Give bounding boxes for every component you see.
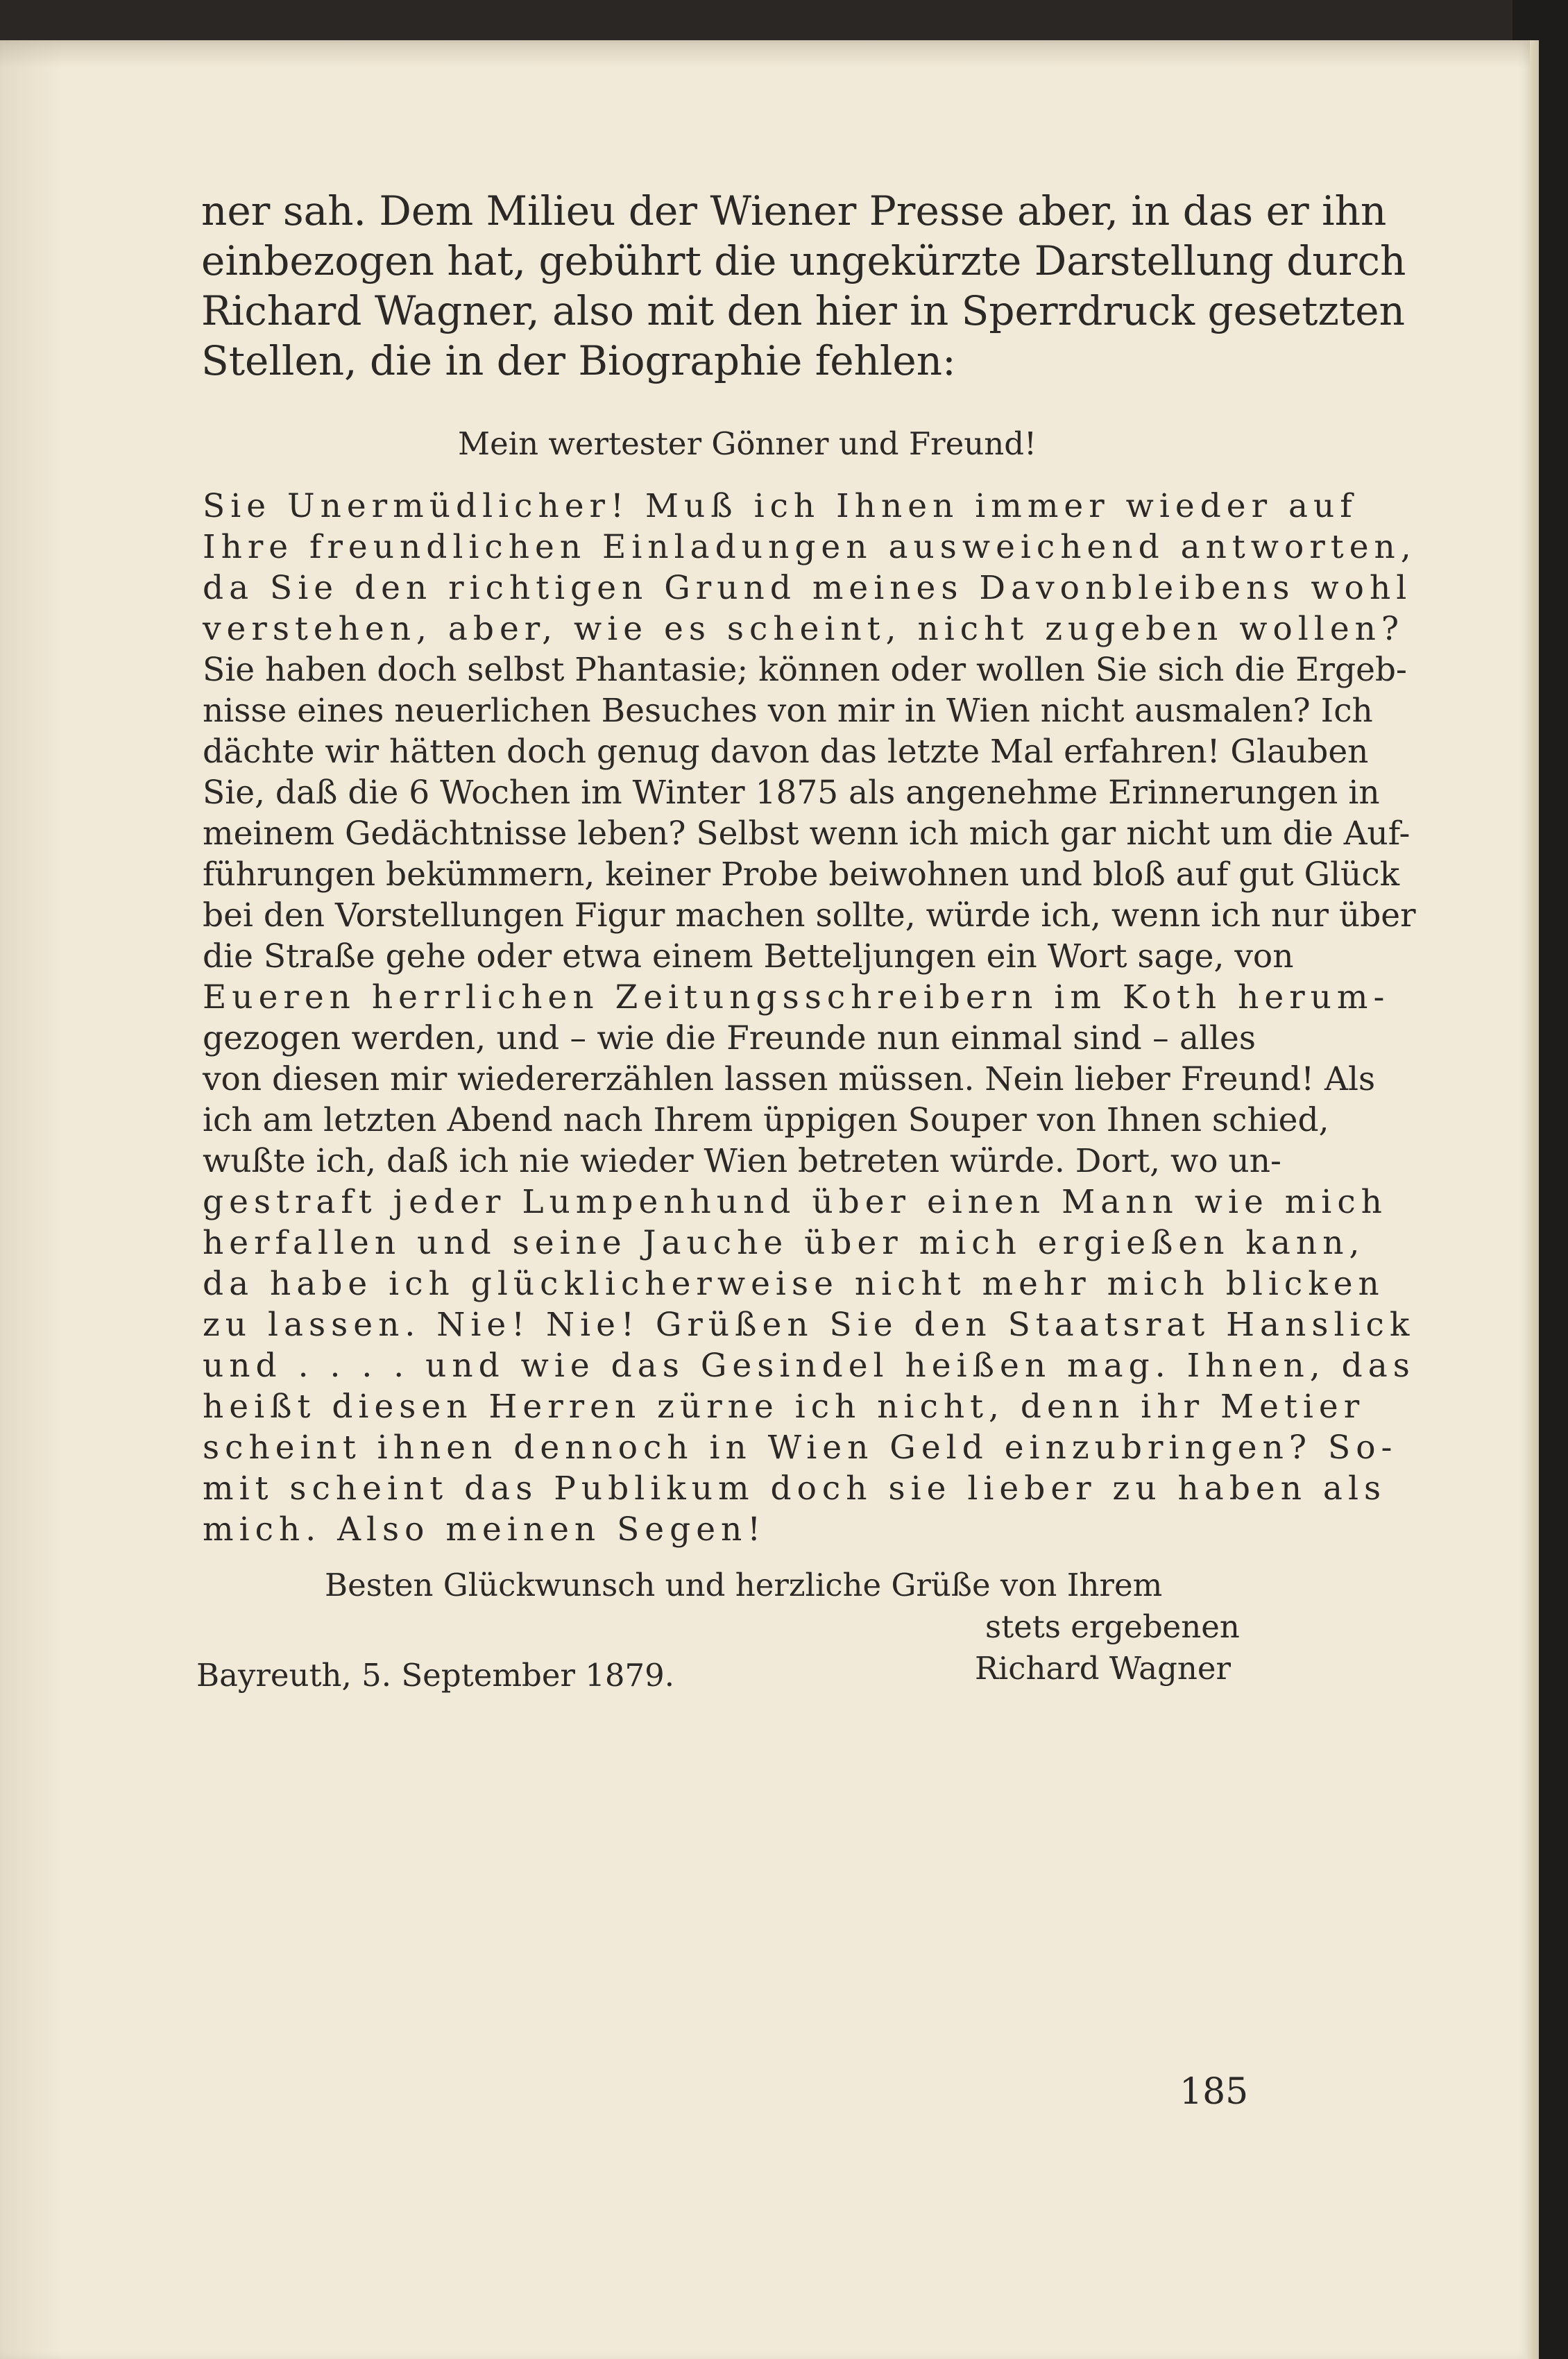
page-top-shadow (0, 40, 1530, 68)
letter-line: mit scheint das Publikum doch sie lieber zu haben als (203, 1470, 1387, 1508)
letter-line: herfallen und seine Jauche über mich ergießen kann, (203, 1224, 1365, 1262)
page-edge (1526, 40, 1539, 2359)
letter-line: mich. Also meinen Segen! (203, 1510, 767, 1549)
letter-line: gezogen werden, und – wie die Freunde nun einmal sind – alles (203, 1019, 1256, 1057)
letter-line: meinem Gedächtnisse leben? Selbst wenn ich mich gar nicht um die Auf- (203, 815, 1411, 853)
letter-line: Sie, daß die 6 Wochen im Winter 1875 als angenehme Erinnerungen in (203, 774, 1380, 812)
intro-line: Stellen, die in der Biographie fehlen: (201, 337, 956, 384)
letter-line: verstehen, aber, wie es scheint, nicht zugeben wollen? (203, 610, 1405, 648)
intro-line: ner sah. Dem Milieu der Wiener Presse aber, in das er ihn (201, 187, 1387, 235)
letter-line: gestraft jeder Lumpenhund über einen Mann wie mich (203, 1183, 1388, 1221)
page-number: 185 (1179, 2071, 1249, 2113)
letter-line: Sie haben doch selbst Phantasie; können oder wollen Sie sich die Ergeb- (203, 651, 1407, 689)
letter-line: führungen bekümmern, keiner Probe beiwohnen und bloß auf gut Glück (203, 855, 1400, 894)
letter-line: die Straße gehe oder etwa einem Betteljungen ein Wort sage, von (203, 937, 1294, 976)
letter-body (203, 486, 1417, 1550)
intro-line: Richard Wagner, also mit den hier in Sperrdruck gesetzten (201, 287, 1405, 334)
letter-line: scheint ihnen dennoch in Wien Geld einzubringen? So- (203, 1429, 1398, 1467)
letter-signature: Richard Wagner (975, 1650, 1232, 1687)
letter-line: wußte ich, daß ich nie wieder Wien betreten würde. Dort, wo un- (203, 1142, 1281, 1180)
letter-line: dächte wir hätten doch genug davon das letzte Mal erfahren! Glauben (203, 733, 1369, 771)
letter-line: Eueren herrlichen Zeitungsschreibern im Koth herum- (203, 978, 1390, 1016)
intro-line: einbezogen hat, gebührt die ungekürzte Darstellung durch (201, 237, 1406, 284)
letter-line: von diesen mir wiedererzählen lassen müssen. Nein lieber Freund! Als (203, 1060, 1376, 1098)
letter-line: und . . . . und wie das Gesindel heißen mag. Ihnen, das (203, 1347, 1415, 1385)
letter-line: nisse eines neuerlichen Besuches von mir in Wien nicht ausmalen? Ich (203, 692, 1373, 730)
letter-salutation: Mein wertester Gönner und Freund! (458, 425, 1037, 462)
letter-line: bei den Vorstellungen Figur machen sollte, würde ich, wenn ich nur über (203, 896, 1416, 935)
letter-line: ich am letzten Abend nach Ihrem üppigen Souper von Ihnen schied, (203, 1101, 1329, 1139)
letter-line: zu lassen. Nie! Nie! Grüßen Sie den Staatsrat Hanslick (203, 1306, 1415, 1344)
letter-place-date: Bayreuth, 5. September 1879. (196, 1657, 675, 1694)
letter-closing-greeting: Besten Glückwunsch und herzliche Grüße von Ihrem (325, 1567, 1163, 1603)
letter-line: Sie Unermüdlicher! Muß ich Ihnen immer wieder auf (203, 487, 1358, 525)
letter-line: da Sie den richtigen Grund meines Davonbleibens wohl (203, 569, 1413, 607)
letter-line: da habe ich glücklicherweise nicht mehr mich blicken (203, 1265, 1385, 1303)
letter-line: heißt diesen Herren zürne ich nicht, denn ihr Metier (203, 1388, 1365, 1426)
page-gutter-shadow (0, 40, 62, 2359)
letter-line: Ihre freundlichen Einladungen ausweichend antworten, (203, 528, 1417, 566)
intro-paragraph (201, 186, 1406, 386)
letter-closing-devotion: stets ergebenen (985, 1608, 1240, 1645)
